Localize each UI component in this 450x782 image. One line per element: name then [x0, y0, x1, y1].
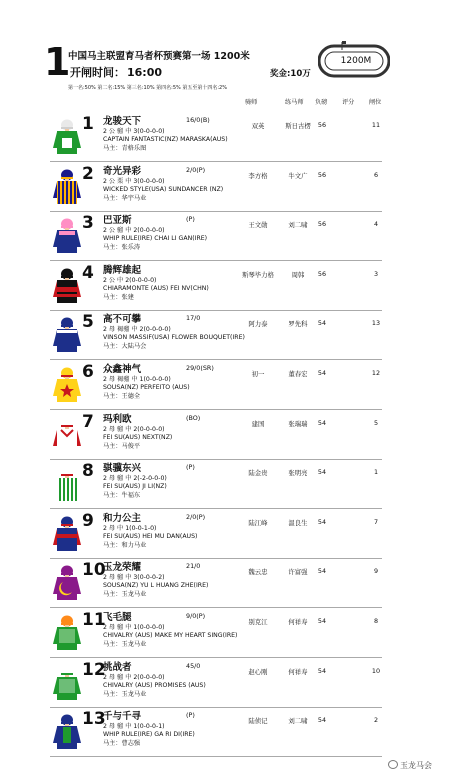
- barrier-draw: 6: [373, 170, 379, 179]
- horse-pedigree: SOUSA(NZ) YU L HUANG ZHE(IRE): [103, 582, 209, 590]
- horse-owner: 马主：和力马业: [103, 541, 147, 549]
- horse-pedigree: WHIP RULE(IRE) GA RI DI(IRE): [103, 731, 195, 739]
- horse-name: 玉龙荣耀: [103, 562, 142, 574]
- carried-weight: 54: [317, 517, 327, 526]
- horse-owner: 马主：玉龙马业: [103, 591, 147, 599]
- jockey-name: 建国: [251, 419, 265, 428]
- jockey-silk-icon: [52, 316, 82, 354]
- horse-detail: 2 母 骝 中 3(0-0-0-2): [103, 574, 165, 582]
- horse-detail: 2 母 褐骝 中 2(0-0-0-0): [103, 326, 171, 334]
- horse-name: 高不可攀: [103, 314, 142, 326]
- carried-weight: 54: [317, 716, 327, 725]
- runner-number: 10: [82, 560, 106, 581]
- runner-number: 12: [82, 659, 106, 680]
- runner-number: 3: [82, 213, 94, 234]
- horse-form: 2/0(P): [186, 165, 206, 174]
- runner-number: 5: [82, 312, 94, 333]
- trainer-name: 斯日古楞: [285, 122, 311, 130]
- runner-row: [0, 311, 450, 360]
- horse-pedigree: SOUSA(NZ) PERFEITO (AUS): [103, 384, 190, 391]
- jockey-name: 别克江: [248, 618, 268, 626]
- carried-weight: 54: [317, 666, 327, 675]
- runner-row: [0, 113, 450, 162]
- trainer-name: 牛文广: [288, 171, 308, 180]
- horse-detail: 2 母 骝 中 2(0-0-0-0): [103, 673, 165, 681]
- horse-name: 众鑫神气: [103, 364, 142, 375]
- runner-number: 7: [82, 411, 94, 432]
- horse-pedigree: CHIVALRY (AUS) PROMISES (AUS): [103, 681, 206, 689]
- jockey-name: 陆金贵: [248, 469, 268, 478]
- jockey-name: 陆江峰: [248, 518, 268, 527]
- horse-owner: 马主：曹志强: [103, 740, 141, 748]
- runner-number: 8: [82, 461, 94, 482]
- jockey-silk-icon: [52, 267, 82, 305]
- horse-name: 玛利欧: [103, 413, 132, 425]
- horse-owner: 马主：王德全: [103, 393, 141, 400]
- horse-pedigree: FEI SU(AUS) JI LI(NZ): [103, 483, 167, 491]
- jockey-name: 双英: [251, 122, 265, 130]
- runner-number: 4: [82, 262, 94, 283]
- trainer-name: 罗先科: [288, 320, 308, 329]
- jockey-silk-icon: [52, 465, 82, 503]
- col-head-rating: 评分: [342, 99, 355, 106]
- distance-badge: 1200M: [340, 56, 372, 66]
- jockey-silk-icon: [52, 614, 82, 652]
- horse-form: (P): [186, 711, 195, 720]
- runner-row: [0, 411, 450, 460]
- runner-number: 1: [82, 114, 94, 134]
- horse-detail: 2 母 骝 中 2(-2-0-0-0): [103, 475, 167, 483]
- jockey-name: 斯琴毕力格: [242, 270, 274, 279]
- horse-form: 9/0(P): [186, 612, 206, 620]
- horse-form: 17/0: [186, 314, 201, 323]
- jockey-name: 魏云忠: [248, 568, 268, 577]
- jockey-silk-icon: [52, 217, 82, 255]
- jockey-name: 陆侦记: [248, 717, 268, 726]
- horse-name: 千与千寻: [103, 711, 142, 723]
- prize-split: 第一名:50% 第二名:15% 第三名:10% 第四名:5% 第五至第十四名:2%: [68, 85, 227, 91]
- horse-detail: 2 母 骝 中 1(0-0-0-0): [103, 624, 165, 631]
- horse-detail: 2 公 中 2(0-0-0-0): [103, 276, 157, 284]
- horse-detail: 2 公 骝 中 3(0-0-0-0): [103, 128, 165, 135]
- runner-row: [0, 609, 450, 658]
- row-divider: [50, 756, 382, 757]
- barrier-draw: 2: [373, 716, 379, 725]
- carried-weight: 54: [317, 319, 327, 328]
- horse-detail: 2 母 骝 中 1(0-0-0-1): [103, 723, 165, 731]
- jockey-silk-icon: [52, 664, 82, 702]
- horse-name: 和力公主: [103, 512, 142, 524]
- jockey-name: 赵心刚: [248, 667, 268, 676]
- jockey-silk-icon: [52, 515, 82, 553]
- carried-weight: 56: [317, 121, 327, 129]
- col-head-jockey: 骑师: [245, 99, 258, 106]
- barrier-draw: 8: [373, 617, 379, 625]
- race-time: [68, 64, 162, 80]
- trainer-name: 温良生: [288, 518, 308, 527]
- runner-number: 9: [82, 510, 94, 531]
- horse-form: 45/0: [186, 661, 201, 670]
- horse-form: 29/0(SR): [186, 364, 214, 372]
- horse-form: 2/0(P): [186, 512, 206, 521]
- time-value: 16:00: [127, 66, 163, 79]
- horse-name: 腾辉雄起: [103, 264, 142, 276]
- trainer-name: 刘二啸: [288, 717, 308, 726]
- horse-name: 奇光异彩: [103, 165, 142, 177]
- jockey-name: 王文勋: [248, 221, 268, 230]
- col-head-weight: 负磅: [315, 99, 328, 106]
- horse-pedigree: WICKED STYLE(USA) SUNDANCER (NZ): [103, 185, 224, 193]
- runner-row: [0, 559, 450, 608]
- jockey-silk-icon: [52, 416, 82, 454]
- trainer-name: 张明亮: [288, 469, 308, 478]
- race-header: [0, 0, 450, 112]
- trainer-name: 董春宏: [288, 370, 308, 378]
- col-head-draw: 闸位: [369, 99, 382, 106]
- trainer-name: 张瑞瑞: [288, 419, 308, 428]
- trainer-name: 周韩: [291, 270, 305, 279]
- race-number: 1: [44, 40, 71, 84]
- watermark-text: 玉龙马会: [400, 761, 432, 770]
- jockey-silk-icon: [52, 713, 82, 751]
- trainer-name: 许富强: [288, 568, 308, 577]
- carried-weight: 54: [317, 369, 327, 377]
- horse-owner: 马主：玉龙马业: [103, 690, 147, 698]
- horse-owner: 马主：张建: [103, 293, 134, 301]
- wechat-icon: [388, 760, 398, 769]
- watermark: [388, 760, 432, 771]
- runner-number: 11: [82, 610, 106, 630]
- runner-row: [0, 361, 450, 410]
- carried-weight: 54: [317, 468, 327, 477]
- barrier-draw: 12: [371, 369, 381, 377]
- jockey-silk-icon: [52, 564, 82, 602]
- horse-form: 16/0(B): [186, 116, 210, 124]
- race-title: 中国马主联盟育马者杯预赛第一场 1200米: [68, 51, 250, 62]
- runner-row: [0, 460, 450, 509]
- horse-owner: 马主：华宇马业: [103, 194, 147, 202]
- jockey-silk-icon: [52, 366, 82, 404]
- horse-detail: 2 公 骝 中 2(0-0-0-0): [103, 227, 165, 235]
- horse-owner: 马主：马俊平: [103, 442, 141, 450]
- horse-detail: 2 公 栗 中 3(0-0-0-0): [103, 177, 165, 185]
- runner-row: [0, 659, 450, 708]
- barrier-draw: 7: [373, 517, 379, 526]
- horse-pedigree: WHIP RULE(IRE) CHAI LI GAN(IRE): [103, 235, 208, 243]
- horse-form: 21/0: [186, 562, 201, 571]
- horse-detail: 2 母 褐骝 中 1(0-0-0-0): [103, 376, 171, 383]
- carried-weight: 56: [317, 269, 327, 278]
- barrier-draw: 11: [371, 121, 381, 129]
- horse-pedigree: CHIARAMONTE (AUS) FEI NV(CHN): [103, 284, 209, 292]
- col-head-trainer: 练马师: [285, 99, 304, 106]
- horse-name: 巴亚斯: [103, 215, 132, 227]
- horse-pedigree: CAPTAIN FANTASTIC(NZ) MARASKA(AUS): [103, 136, 228, 143]
- horse-pedigree: VINSON MASSIF(USA) FLOWER BOUQUET(IRE): [103, 334, 245, 342]
- time-label: 开闸时间：: [70, 66, 125, 79]
- barrier-draw: 10: [371, 666, 381, 675]
- carried-weight: 56: [317, 220, 327, 229]
- horse-detail: 2 母 骝 中 2(0-0-0-0): [103, 425, 165, 433]
- runner-row: [0, 510, 450, 559]
- barrier-draw: 1: [373, 468, 379, 477]
- runner-number: 13: [82, 709, 106, 730]
- horse-form: (BO): [186, 413, 201, 422]
- horse-form: (P): [186, 463, 195, 472]
- trainer-name: 何祥寿: [288, 618, 308, 626]
- jockey-silk-icon: [52, 168, 82, 206]
- trainer-name: 何祥寿: [288, 667, 308, 676]
- carried-weight: 54: [317, 418, 327, 427]
- horse-name: 龙骏天下: [103, 116, 142, 127]
- runner-row: [0, 708, 450, 757]
- horse-name: 挑战者: [103, 661, 132, 673]
- carried-weight: 56: [317, 170, 327, 179]
- horse-owner: 马主：大陆马会: [103, 343, 147, 351]
- horse-owner: 马主：青格乐图: [103, 145, 147, 152]
- jockey-name: 阿力泰: [248, 320, 268, 329]
- horse-name: 飞毛腿: [103, 612, 132, 623]
- barrier-draw: 9: [373, 567, 379, 576]
- horse-owner: 马主：张乐涛: [103, 244, 141, 252]
- barrier-draw: 4: [373, 220, 379, 229]
- jockey-name: 李方格: [248, 171, 268, 180]
- runner-row: [0, 262, 450, 311]
- horse-owner: 马主：玉龙马业: [103, 641, 147, 648]
- horse-detail: 2 母 中 1(0-0-1-0): [103, 524, 157, 532]
- horse-pedigree: FEI SU(AUS) HEI MU DAN(AUS): [103, 532, 198, 540]
- jockey-silk-icon: [52, 118, 82, 156]
- horse-pedigree: CHIVALRY (AUS) MAKE MY HEART SING(IRE): [103, 632, 238, 639]
- carried-weight: 54: [317, 567, 327, 576]
- horse-owner: 马主：牛福东: [103, 492, 141, 500]
- barrier-draw: 13: [371, 319, 381, 328]
- prize-money: 奖金:10万: [270, 69, 311, 79]
- jockey-name: 初一: [251, 370, 265, 378]
- horse-name: 骐骥东兴: [103, 463, 142, 475]
- runner-number: 6: [82, 362, 94, 382]
- horse-pedigree: FEI SU(AUS) NEXT(NZ): [103, 433, 173, 441]
- trainer-name: 刘二啸: [288, 221, 308, 230]
- horse-form: (P): [186, 215, 195, 224]
- carried-weight: 54: [317, 617, 327, 625]
- runner-number: 2: [82, 163, 94, 184]
- runner-row: [0, 212, 450, 261]
- barrier-draw: 3: [373, 269, 379, 278]
- barrier-draw: 5: [373, 418, 379, 427]
- runner-row: [0, 163, 450, 212]
